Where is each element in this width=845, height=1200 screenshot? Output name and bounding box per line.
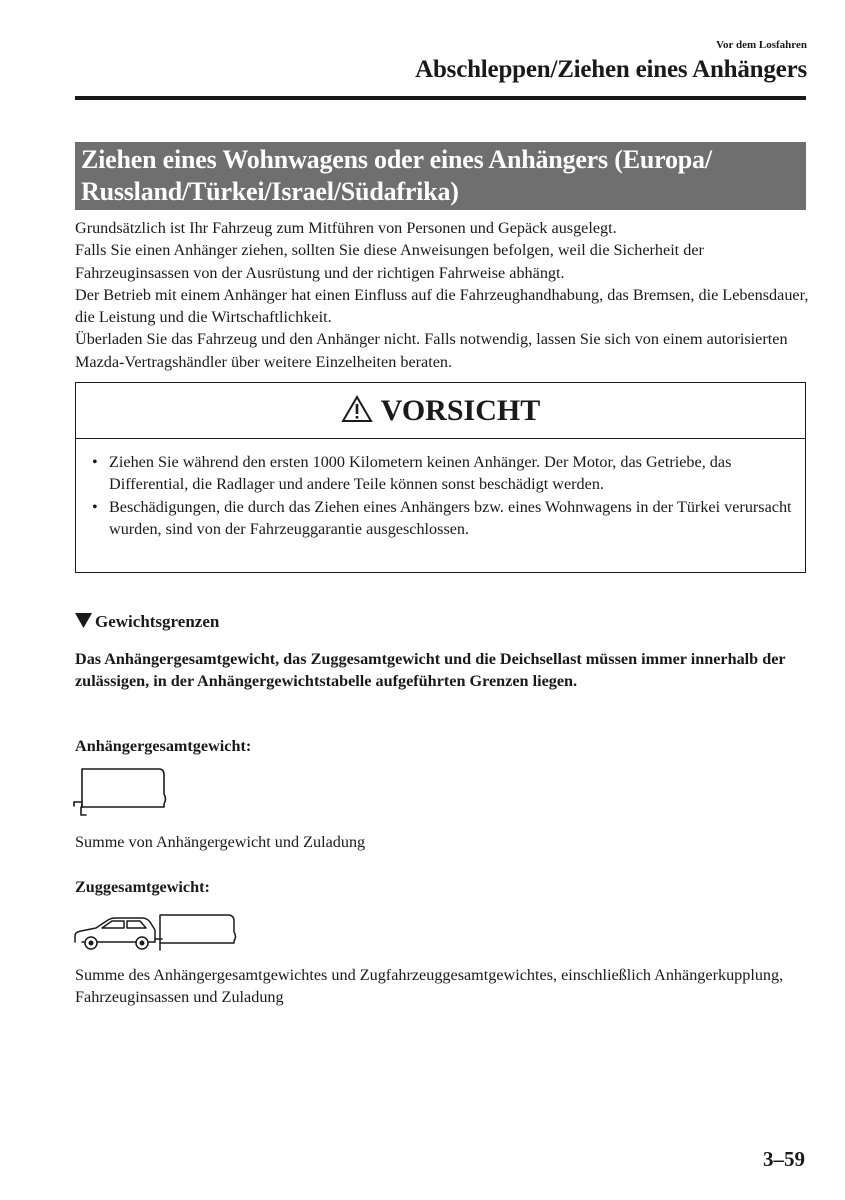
intro-paragraph-1: Grundsätzlich ist Ihr Fahrzeug zum Mitführen von Personen und Gepäck ausgelegt. bbox=[75, 219, 617, 237]
car-with-trailer-icon bbox=[72, 908, 240, 958]
caution-item-text: Ziehen Sie während den ersten 1000 Kilometern keinen Anhänger. Der Motor, das Getriebe, das Differential, die Radlager und andere Teile können sonst beschädigt werden. bbox=[109, 453, 732, 494]
running-chapter-title: Abschleppen/Ziehen eines Anhängers bbox=[415, 56, 807, 83]
weights-heading bbox=[75, 612, 219, 632]
combination-weight-caption: Summe des Anhängergesamtgewichtes und Zugfahrzeuggesamtgewichtes, einschließlich Anhängerkupplung, Fahrzeuginsassen und Zuladung bbox=[75, 966, 784, 1007]
running-section-title: Vor dem Losfahren bbox=[716, 39, 807, 51]
section-banner bbox=[75, 142, 806, 210]
intro-paragraph-2: Falls Sie einen Anhänger ziehen, sollten Sie diese Anweisungen befolgen, weil die Sicherheit der Fahrzeuginsassen von der Ausrüstung und der richtigen Fahrweise abhängt. bbox=[75, 241, 704, 282]
caution-header bbox=[76, 383, 805, 439]
bullet-dot: • bbox=[92, 453, 98, 471]
caution-body bbox=[76, 439, 805, 540]
triangle-down-icon bbox=[75, 613, 92, 628]
intro-text bbox=[75, 217, 810, 373]
section-banner-line-1: Ziehen eines Wohnwagens oder eines Anhängers (Europa/ bbox=[81, 145, 712, 174]
trailer-weight-label: Anhängergesamtgewicht: bbox=[75, 737, 252, 755]
intro-paragraph-3: Der Betrieb mit einem Anhänger hat einen Einfluss auf die Fahrzeughandhabung, das Bremsen, die Lebensdauer, die Leistung und die Wirtschaftlichkeit. bbox=[75, 285, 809, 327]
caution-box bbox=[75, 382, 806, 573]
warning-triangle-icon bbox=[341, 395, 373, 423]
trailer-icon bbox=[73, 766, 169, 820]
caution-item bbox=[90, 496, 797, 541]
caution-item bbox=[90, 451, 797, 496]
weights-intro: Das Anhängergesamtgewicht, das Zuggesamtgewicht und die Deichsellast müssen immer innerhalb der zulässigen, in der Anhängergewichtstabelle aufgeführten Grenzen liegen. bbox=[75, 650, 786, 691]
caution-title: VORSICHT bbox=[380, 394, 541, 427]
header-rule bbox=[75, 96, 806, 100]
caution-item-text: Beschädigungen, die durch das Ziehen eines Anhängers bzw. eines Wohnwagens in der Türkei verursacht wurden, sind von der Fahrzeuggarantie ausgeschlossen. bbox=[109, 497, 792, 538]
section-banner-line-2: Russland/Türkei/Israel/Südafrika) bbox=[81, 177, 459, 206]
page-number: 3–59 bbox=[763, 1147, 805, 1171]
trailer-weight-caption: Summe von Anhängergewicht und Zuladung bbox=[75, 833, 366, 851]
weights-heading-text: Gewichtsgrenzen bbox=[95, 612, 220, 631]
intro-paragraph-4: Überladen Sie das Fahrzeug und den Anhänger nicht. Falls notwendig, lassen Sie sich von einem autorisierten Mazda-Vertragshändler über weitere Einzelheiten beraten. bbox=[75, 330, 788, 371]
bullet-dot: • bbox=[92, 497, 98, 516]
combination-weight-label: Zuggesamtgewicht: bbox=[75, 878, 210, 896]
